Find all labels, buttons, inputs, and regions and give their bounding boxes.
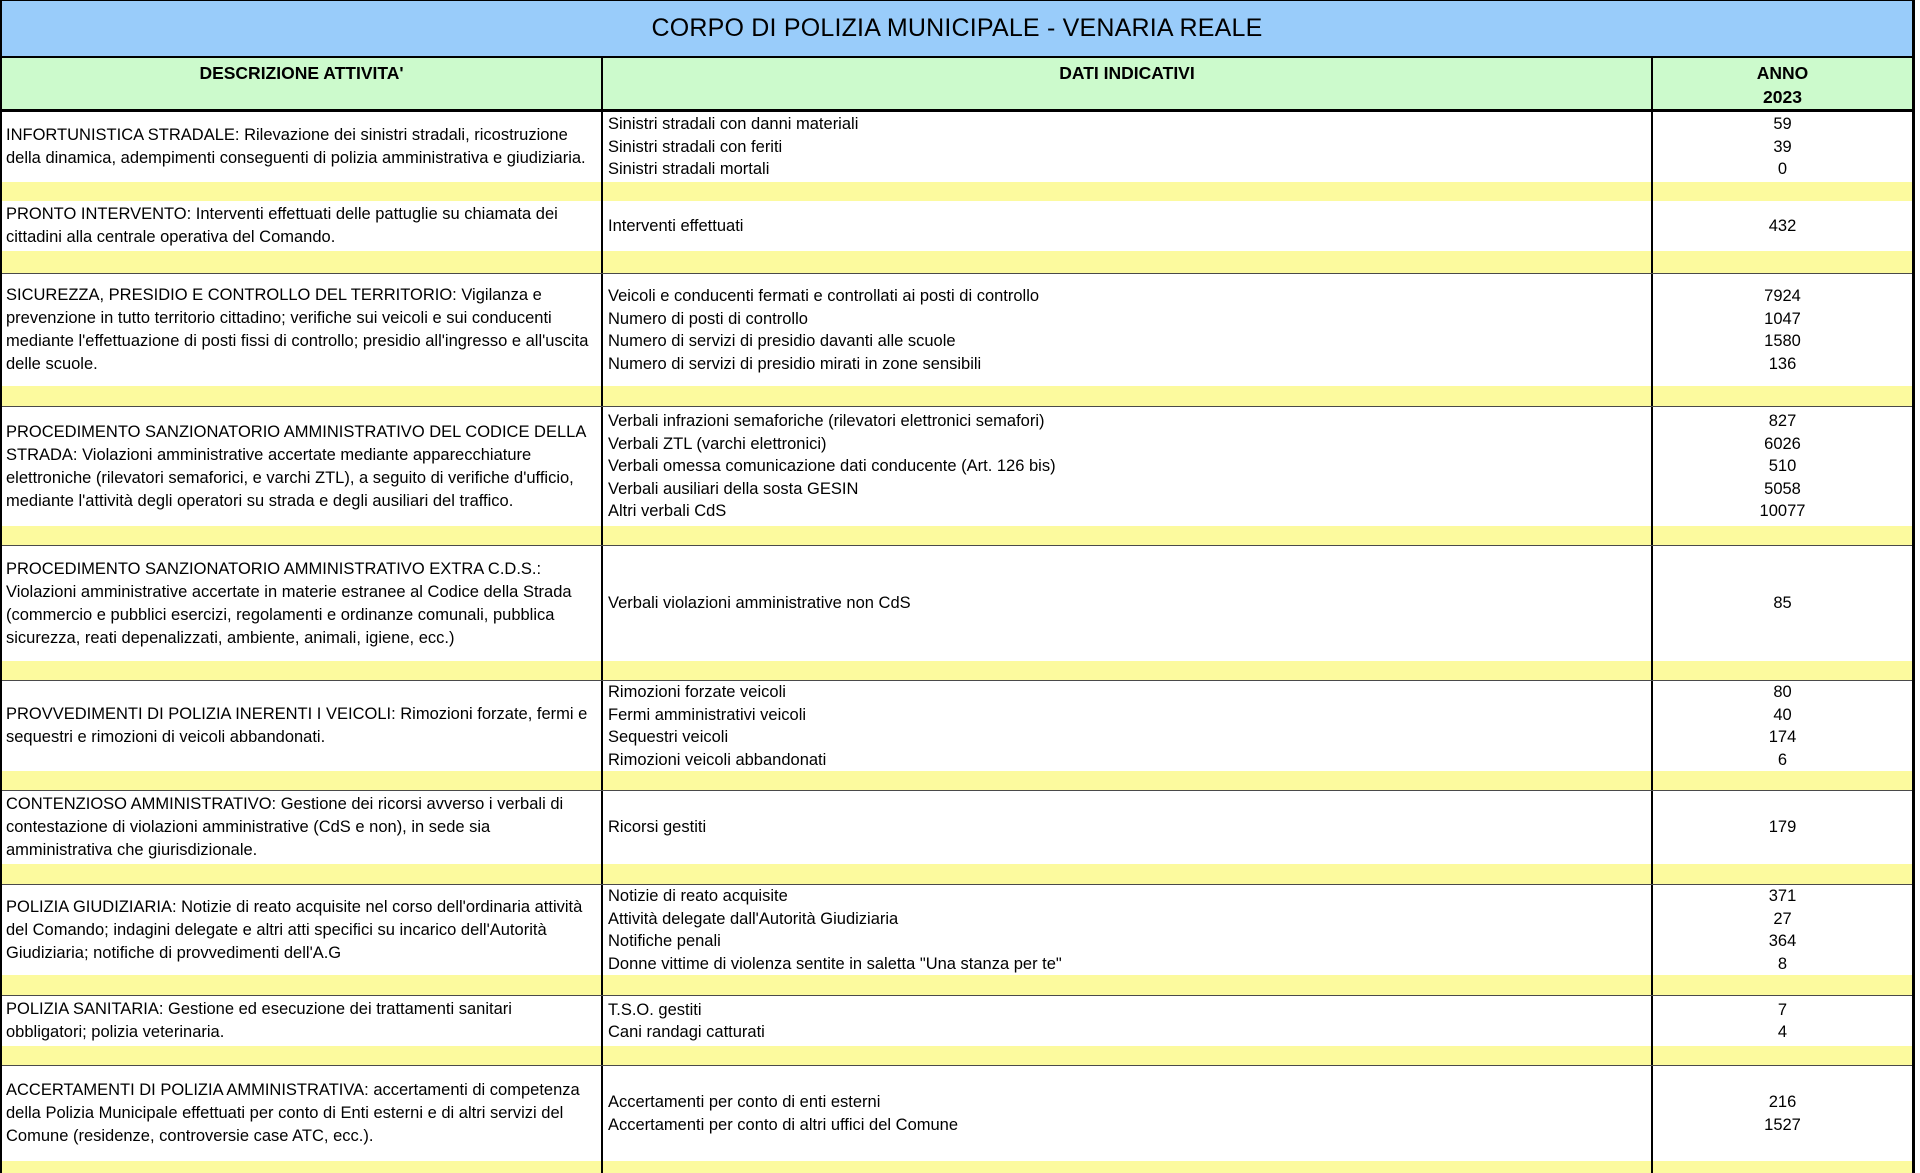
activity-values	[1653, 1066, 1912, 1161]
indicator-value: 1527	[1764, 1115, 1801, 1134]
indicator-value: 8	[1777, 954, 1788, 973]
indicator-value: 827	[1768, 412, 1797, 431]
indicator-value: 174	[1768, 728, 1797, 746]
activity-description: PROCEDIMENTO SANZIONATORIO AMMINISTRATIVO DEL CODICE DELLA STRADA: Violazioni amministrative accertate mediante apparecchiature elettroniche (rilevatori semaforici, e varchi ZTL), a seguito di verifiche d'ufficio, mediante l'attività degli operatori su strada e degli ausiliari del traffico.	[2, 407, 603, 526]
indicator-label: Cani randagi catturati	[608, 1023, 765, 1041]
indicator-label: Veicoli e conducenti fermati e controllati ai posti di controllo	[608, 287, 1040, 305]
activity-row-sanzionatorio-cds	[2, 406, 1912, 526]
indicator-label: Rimozioni veicoli abbandonati	[608, 750, 827, 769]
activity-description: ACCERTAMENTI DI POLIZIA AMMINISTRATIVA: accertamenti di competenza della Polizia Municipale effettuati per conto di Enti esterni e di altri servizi del Comune (residenze, controversie case ATC, ecc.).	[2, 1066, 603, 1161]
activity-description: POLIZIA GIUDIZIARIA: Notizie di reato acquisite nel corso dell'ordinaria attività del Comando; indagini delegate e altri atti specifici su incarico dell'Autorità Giudiziaria; notifiche di provvedimenti dell'A.G	[2, 885, 603, 975]
table-header-row	[2, 58, 1912, 112]
indicator-label: Attività delegate dall'Autorità Giudiziaria	[608, 909, 899, 928]
activity-values	[1653, 546, 1912, 661]
indicator-label: Accertamenti per conto di enti esterni	[608, 1093, 881, 1111]
activity-row-polizia-giudiziaria	[2, 884, 1912, 975]
activity-indicators	[603, 112, 1653, 182]
activity-row-contenzioso	[2, 790, 1912, 864]
indicator-value: 216	[1768, 1093, 1797, 1111]
indicator-label: Accertamenti per conto di altri uffici del Comune	[608, 1115, 959, 1134]
activity-description: POLIZIA SANITARIA: Gestione ed esecuzione dei trattamenti sanitari obbligatori; polizia veterinaria.	[2, 996, 603, 1046]
activity-indicators	[603, 996, 1653, 1046]
indicator-label: Rimozioni forzate veicoli	[608, 683, 786, 701]
activity-row-sicurezza-presidio	[2, 273, 1912, 386]
indicator-value: 10077	[1759, 502, 1806, 521]
indicator-value: 59	[1773, 115, 1792, 134]
activity-indicators	[603, 885, 1653, 975]
indicator-label: Notifiche penali	[608, 932, 721, 950]
activity-indicators	[603, 407, 1653, 526]
indicator-label: Notizie di reato acquisite	[608, 887, 788, 905]
activity-indicators	[603, 791, 1653, 864]
separator-stripe	[2, 1046, 1912, 1065]
indicator-label: Numero di servizi di presidio davanti alle scuole	[608, 332, 956, 350]
separator-stripe	[2, 661, 1912, 680]
activity-row-polizia-sanitaria	[2, 995, 1912, 1046]
activity-values	[1653, 407, 1912, 526]
indicator-label: Ricorsi gestiti	[608, 818, 707, 837]
indicator-value: 4	[1777, 1023, 1788, 1041]
indicator-value: 6026	[1764, 434, 1801, 453]
indicator-value: 364	[1768, 932, 1797, 950]
indicator-label: Sinistri stradali con danni materiali	[608, 115, 859, 134]
column-header-anno-2023: ANNO 2023	[1756, 63, 1809, 107]
activity-indicators	[603, 274, 1653, 386]
indicator-label: Sinistri stradali mortali	[608, 160, 770, 179]
separator-stripe	[2, 526, 1912, 545]
indicator-value: 7924	[1764, 287, 1801, 305]
activity-row-pronto-intervento	[2, 201, 1912, 251]
activity-description: PRONTO INTERVENTO: Interventi effettuati delle pattuglie su chiamata dei cittadini alla centrale operativa del Comando.	[2, 201, 603, 251]
indicator-value: 510	[1768, 457, 1797, 476]
report-title: CORPO DI POLIZIA MUNICIPALE - VENARIA REALE	[651, 14, 1263, 42]
activity-values	[1653, 885, 1912, 975]
activity-description: CONTENZIOSO AMMINISTRATIVO: Gestione dei ricorsi avverso i verbali di contestazione di violazioni amministrative (CdS e non), in sede sia amministrativa che giurisdizionale.	[2, 791, 603, 864]
indicator-value: 179	[1768, 818, 1797, 837]
indicator-label: Donne vittime di violenza sentite in saletta "Una stanza per te"	[608, 954, 1062, 973]
report-title-bar	[2, 1, 1912, 58]
activity-description: SICUREZZA, PRESIDIO E CONTROLLO DEL TERRITORIO: Vigilanza e prevenzione in tutto territorio cittadino; verifiche sui veicoli e sui conducenti mediante l'effettuazione di posti fissi di controllo; presidio all'ingresso e all'uscita delle scuole.	[2, 274, 603, 386]
activity-row-infortunistica-stradale	[2, 112, 1912, 182]
activity-description: PROVVEDIMENTI DI POLIZIA INERENTI I VEICOLI: Rimozioni forzate, fermi e sequestri e rimozioni di veicoli abbandonati.	[2, 681, 603, 771]
indicator-label: Verbali violazioni amministrative non CdS	[608, 594, 911, 613]
activity-values	[1653, 274, 1912, 386]
indicator-label: T.S.O. gestiti	[608, 1000, 702, 1019]
indicator-label: Numero di posti di controllo	[608, 309, 808, 328]
separator-stripe	[2, 975, 1912, 995]
indicator-value: 80	[1773, 683, 1792, 701]
separator-stripe	[2, 1161, 1912, 1173]
indicator-value: 0	[1777, 160, 1788, 179]
indicator-value: 85	[1773, 594, 1792, 613]
indicator-label: Verbali omessa comunicazione dati conducente (Art. 126 bis)	[608, 457, 1056, 476]
activity-indicators	[603, 681, 1653, 771]
activity-values	[1653, 681, 1912, 771]
separator-stripe	[2, 182, 1912, 201]
activity-values	[1653, 791, 1912, 864]
activity-indicators	[603, 201, 1653, 251]
column-header-descrizione-attivita: DESCRIZIONE ATTIVITA'	[2, 58, 603, 109]
separator-stripe	[2, 771, 1912, 790]
activity-description: PROCEDIMENTO SANZIONATORIO AMMINISTRATIVO EXTRA C.D.S.: Violazioni amministrative accertate in materie estranee al Codice della Strada (commercio e pubblici esercizi, regolamenti e ordinanze comunali, pubblica sicurezza, reati depenalizzati, ambiente, animali, igiene, ecc.)	[2, 546, 603, 661]
indicator-label: Verbali ZTL (varchi elettronici)	[608, 434, 827, 453]
indicator-label: Verbali infrazioni semaforiche (rilevatori elettronici semafori)	[608, 412, 1045, 431]
activity-indicators	[603, 1066, 1653, 1161]
separator-stripe	[2, 251, 1912, 273]
activity-values	[1653, 996, 1912, 1046]
indicator-value: 39	[1773, 137, 1792, 156]
indicator-value: 1580	[1764, 332, 1801, 350]
activity-values	[1653, 201, 1912, 251]
indicator-value: 40	[1773, 705, 1792, 724]
indicator-value: 432	[1768, 216, 1797, 235]
indicator-label: Sequestri veicoli	[608, 728, 729, 746]
activity-values	[1653, 112, 1912, 182]
indicator-value: 136	[1768, 354, 1797, 373]
activity-row-accertamenti-amministrativa	[2, 1065, 1912, 1161]
indicator-value: 371	[1768, 887, 1797, 905]
indicator-label: Altri verbali CdS	[608, 502, 727, 521]
indicator-label: Fermi amministrativi veicoli	[608, 705, 807, 724]
indicator-value: 27	[1773, 909, 1792, 928]
separator-stripe	[2, 386, 1912, 406]
indicator-label: Interventi effettuati	[608, 216, 744, 235]
indicator-label: Verbali ausiliari della sosta GESIN	[608, 479, 859, 498]
indicator-value: 5058	[1764, 479, 1801, 498]
indicator-label: Sinistri stradali con feriti	[608, 137, 783, 156]
indicator-value: 7	[1777, 1000, 1788, 1019]
activity-row-provvedimenti-veicoli	[2, 680, 1912, 771]
activity-indicators	[603, 546, 1653, 661]
column-header-dati-indicativi: DATI INDICATIVI	[603, 58, 1653, 109]
indicator-value: 1047	[1764, 309, 1801, 328]
activity-row-sanzionatorio-extra-cds	[2, 545, 1912, 661]
indicator-label: Numero di servizi di presidio mirati in zone sensibili	[608, 354, 982, 373]
separator-stripe	[2, 864, 1912, 884]
activity-description: INFORTUNISTICA STRADALE: Rilevazione dei sinistri stradali, ricostruzione della dinamica, adempimenti conseguenti di polizia amministrativa e giudiziaria.	[2, 112, 603, 182]
indicator-value: 6	[1777, 750, 1788, 769]
